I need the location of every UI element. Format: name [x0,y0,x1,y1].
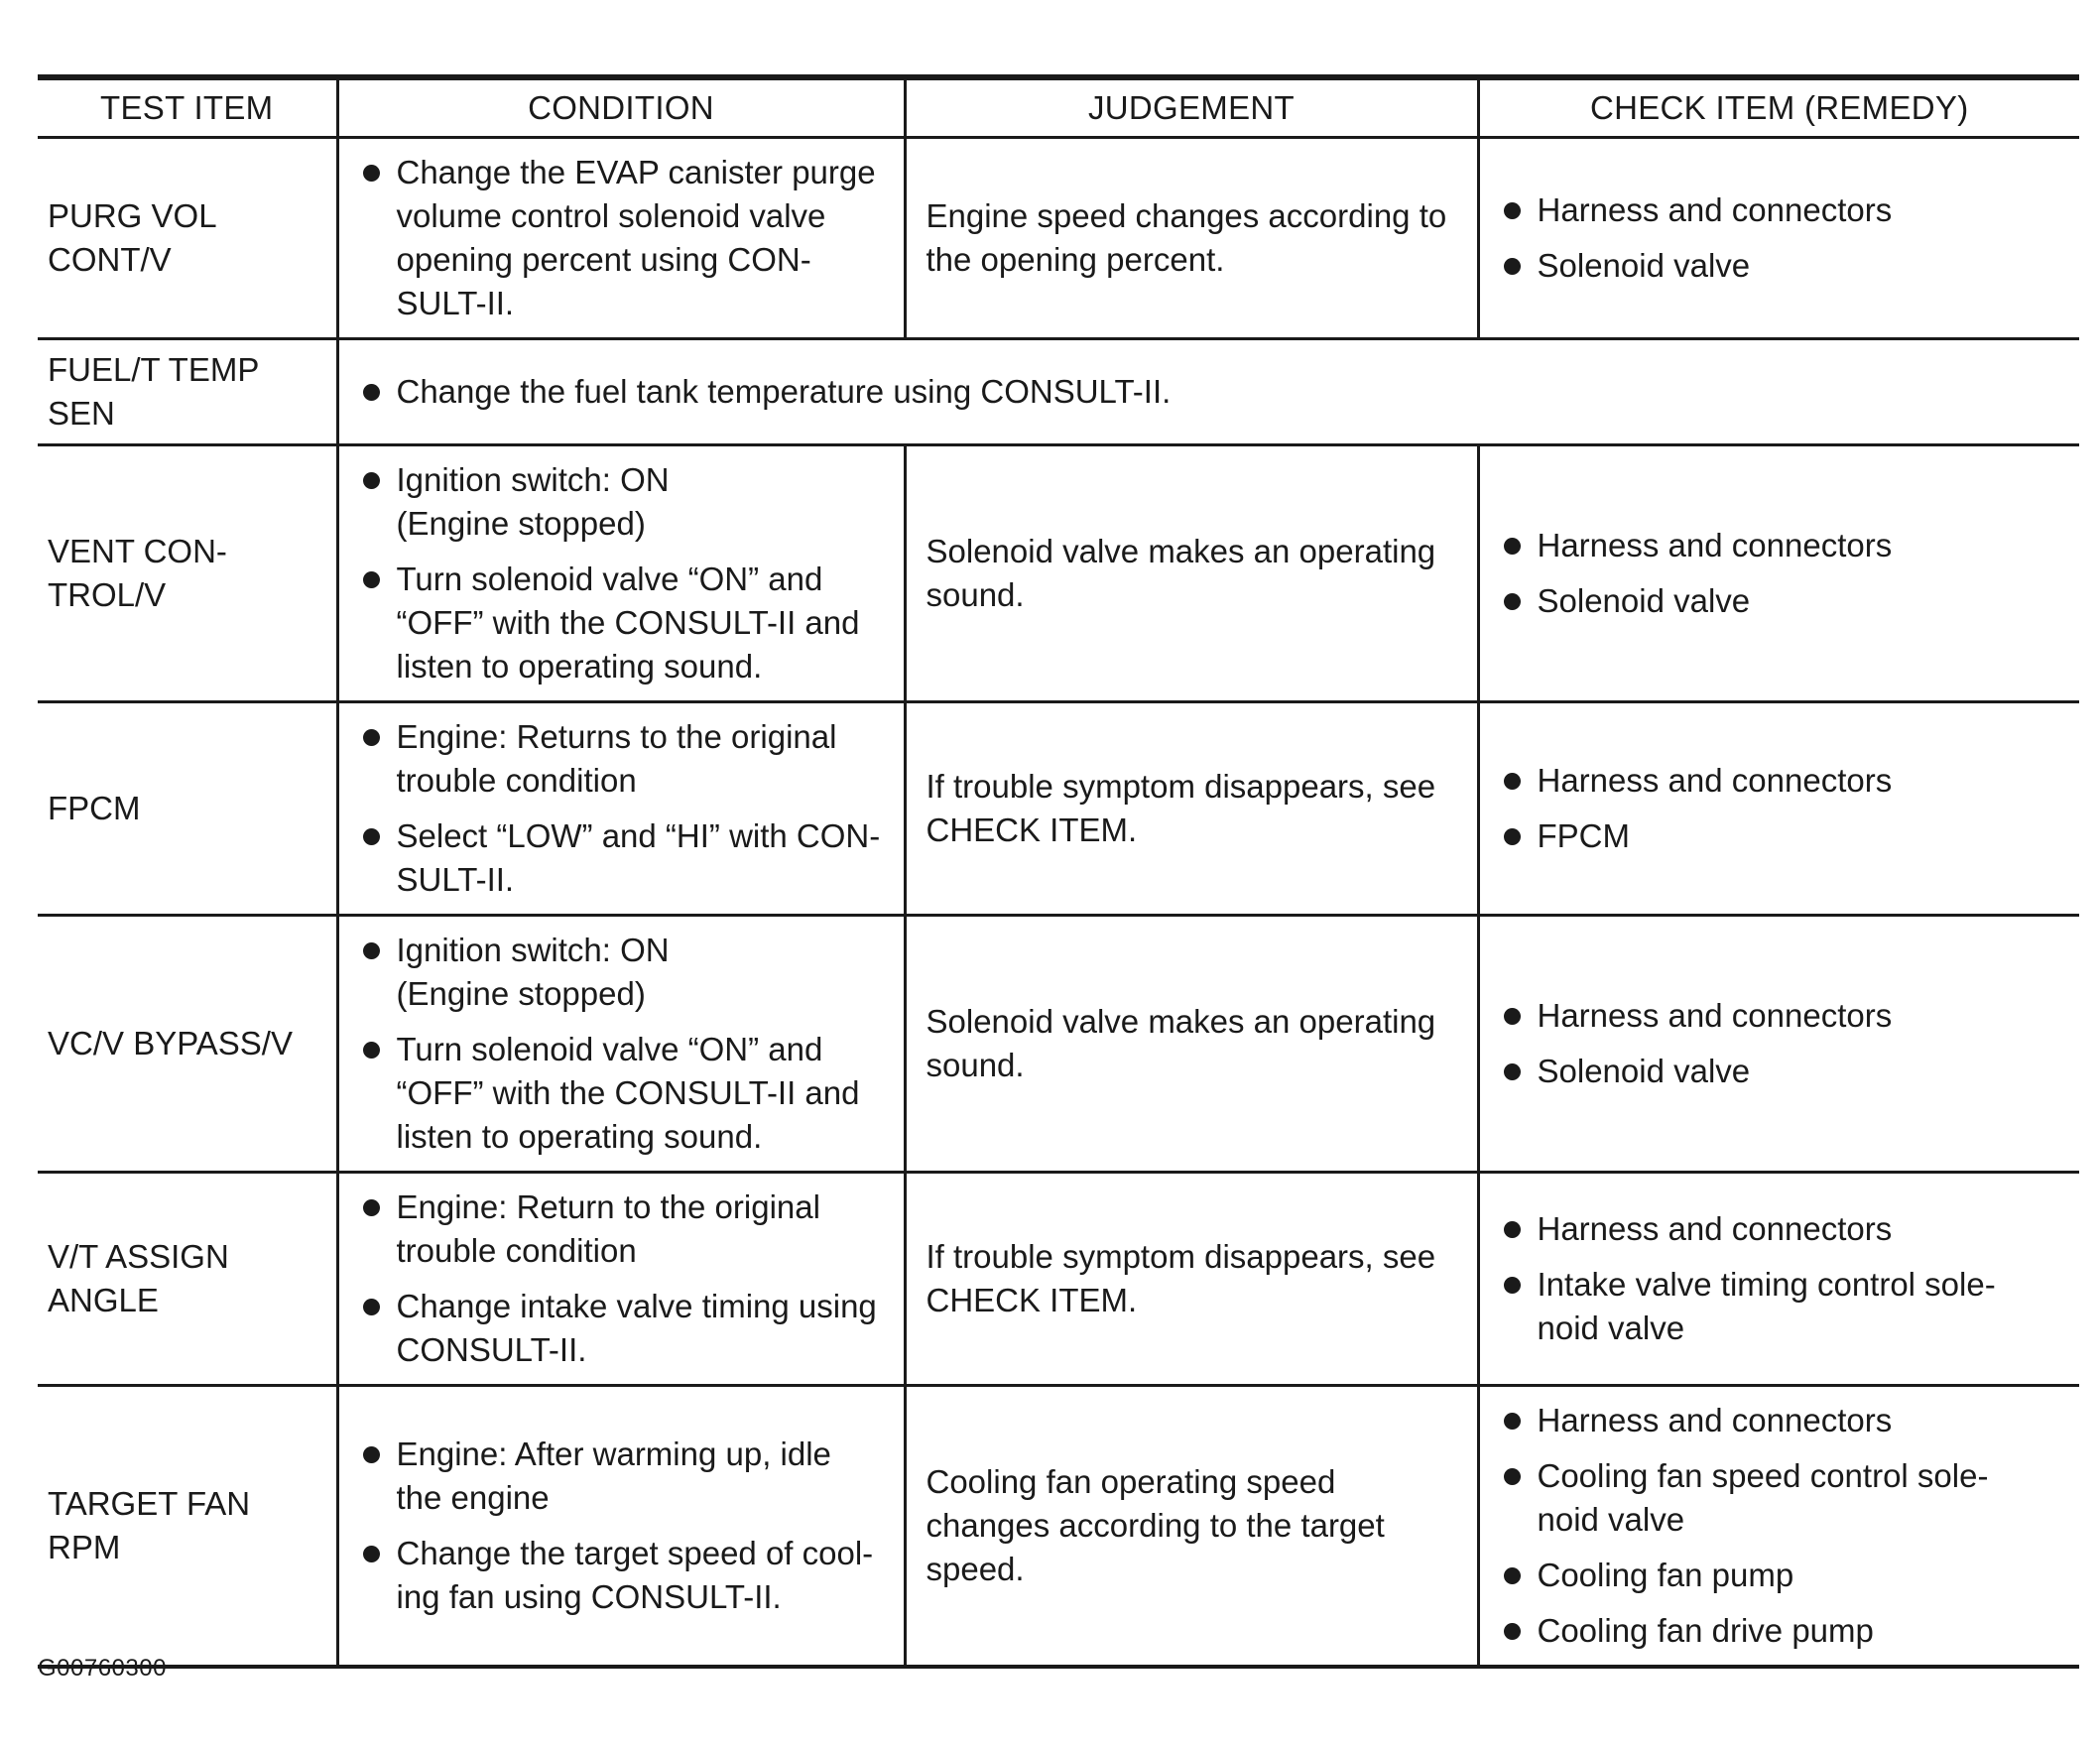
text-line: Harness and connectors [1537,761,1893,799]
condition-text [397,151,890,325]
test-item-cell [38,1385,337,1667]
text-line: SULT-II. [396,284,515,321]
check-item-text [1538,1454,2066,1542]
bullet-icon [1504,1008,1521,1025]
check-item-text [1538,759,2066,803]
bullet-icon [1504,1468,1521,1485]
table-row [38,338,2079,444]
condition-list-item [359,1433,890,1520]
text-line: “OFF” with the CONSULT-II and [396,603,860,641]
check-item-text [1538,1263,2066,1350]
text-line: PURG VOL [48,196,217,234]
text-line: Engine: Return to the original [396,1187,820,1225]
test-item-cell [38,338,337,444]
condition-list-item [359,151,890,325]
check-item-list-item [1500,814,2066,858]
check-item-list-item [1500,1263,2066,1350]
bullet-icon [1504,593,1521,610]
text-line: CHECK ITEM. [926,1281,1138,1318]
text-line: Change the EVAP canister purge [396,153,876,190]
bullet-icon [363,384,380,401]
bullet-icon [1504,828,1521,845]
condition-text [397,1028,890,1159]
text-line: listen to operating sound. [396,1117,763,1155]
check-item-cell [1478,444,2079,701]
bullet-icon [363,1199,380,1216]
condition-list-item [359,558,890,688]
text-line: Harness and connectors [1537,1209,1893,1247]
check-item-cell [1478,915,2079,1172]
condition-list [359,929,890,1159]
condition-cell [337,1385,905,1667]
text-line: VC/V BYPASS/V [48,1024,293,1061]
judgement-cell [905,444,1478,701]
text-line: trouble condition [396,761,637,799]
judgement-cell [905,1385,1478,1667]
test-item-cell [38,444,337,701]
bullet-icon [1504,1567,1521,1584]
bullet-icon [363,472,380,489]
condition-text [397,558,890,688]
bullet-icon [363,1299,380,1315]
check-item-list-item [1500,1399,2066,1442]
text-line: Cooling fan speed control sole- [1537,1456,1989,1494]
text-line: Intake valve timing control sole- [1537,1265,1996,1303]
check-item-cell [1478,1385,2079,1667]
test-item-table-sheet [38,74,2079,1669]
check-item-list-item [1500,994,2066,1038]
judgement-cell [905,1172,1478,1385]
table-row [38,444,2079,701]
text-line: sound. [926,575,1025,613]
condition-cell-full [337,338,2079,444]
condition-cell [337,444,905,701]
check-item-list-item [1500,1207,2066,1251]
condition-list-item [359,814,890,902]
text-line: changes according to the target [926,1506,1385,1544]
condition-list-item [359,929,890,1016]
text-line: noid valve [1537,1309,1685,1346]
check-item-list [1500,759,2066,858]
text-line: “OFF” with the CONSULT-II and [396,1073,860,1111]
condition-list-item [359,1532,890,1619]
check-item-list-item [1500,244,2066,288]
text-line: Cooling fan pump [1537,1556,1794,1593]
bullet-icon [1504,1063,1521,1080]
text-line: speed. [926,1550,1025,1587]
text-line: Change the target speed of cool- [396,1534,874,1571]
condition-text [397,814,890,902]
text-line: noid valve [1537,1500,1685,1538]
text-line: CHECK ITEM. [926,811,1138,848]
text-line: Harness and connectors [1537,190,1893,228]
judgement-cell [905,701,1478,915]
text-line: ANGLE [48,1281,159,1318]
text-line: CONT/V [48,240,172,278]
condition-text [397,929,890,1016]
text-line: listen to operating sound. [396,647,763,685]
header-check-item: CHECK ITEM (REMEDY) [1478,77,2079,137]
check-item-text [1538,244,2066,288]
condition-cell [337,137,905,338]
check-item-text [1538,994,2066,1038]
condition-text [397,1285,890,1372]
bullet-icon [1504,773,1521,790]
test-item-cell [38,1172,337,1385]
bullet-icon [1504,1623,1521,1640]
text-line: Ignition switch: ON [396,460,670,498]
condition-list [359,370,2066,414]
check-item-list-item [1500,759,2066,803]
text-line: opening percent using CON- [396,240,811,278]
check-item-list-item [1500,1609,2066,1653]
check-item-list-item [1500,1454,2066,1542]
check-item-list [1500,188,2066,288]
check-item-list-item [1500,1554,2066,1597]
header-condition: CONDITION [337,77,905,137]
condition-cell [337,915,905,1172]
text-line: If trouble symptom disappears, see [926,767,1436,805]
bullet-icon [363,942,380,959]
check-item-list-item [1500,524,2066,567]
condition-cell [337,1172,905,1385]
text-line: the engine [396,1478,550,1516]
text-line: Turn solenoid valve “ON” and [396,560,823,597]
condition-list-item [359,1285,890,1372]
text-line: Ignition switch: ON [396,931,670,968]
condition-list [359,1185,890,1372]
condition-list [359,151,890,325]
text-line: Solenoid valve makes an operating [926,532,1436,569]
bullet-icon [1504,202,1521,219]
figure-id: G00760300 [38,1655,167,1682]
text-line: Engine: Returns to the original [396,717,837,755]
bullet-icon [1504,1413,1521,1430]
text-line: SULT-II. [396,860,515,898]
condition-list-item [359,370,2066,414]
table-row [38,915,2079,1172]
bullet-icon [1504,258,1521,275]
table-row [38,701,2079,915]
header-test-item: TEST ITEM [38,77,337,137]
table-row [38,1172,2079,1385]
condition-list-item [359,1028,890,1159]
text-line: (Engine stopped) [396,974,646,1012]
text-line: SEN [48,394,115,432]
condition-text [397,1532,890,1619]
text-line: Harness and connectors [1537,996,1893,1034]
check-item-text [1538,524,2066,567]
active-test-table [38,74,2079,1669]
table-body [38,137,2079,1667]
check-item-list [1500,994,2066,1093]
text-line: Change the fuel tank temperature using CONSULT-II. [396,372,1172,410]
check-item-cell [1478,701,2079,915]
condition-list [359,715,890,902]
table-row [38,1385,2079,1667]
text-line: Harness and connectors [1537,1401,1893,1438]
text-line: Solenoid valve [1537,1052,1751,1089]
check-item-list-item [1500,579,2066,623]
condition-text [397,370,2066,414]
text-line: Change intake valve timing using [396,1287,877,1324]
text-line: FPCM [1537,816,1630,854]
text-line: CONSULT-II. [396,1330,587,1368]
check-item-text [1538,814,2066,858]
check-item-list [1500,524,2066,623]
bullet-icon [363,729,380,746]
check-item-list-item [1500,188,2066,232]
text-line: volume control solenoid valve [396,196,826,234]
text-line: Cooling fan operating speed [926,1462,1336,1500]
bullet-icon [1504,538,1521,555]
check-item-list-item [1500,1050,2066,1093]
condition-text [397,1433,890,1520]
condition-list-item [359,1185,890,1273]
text-line: If trouble symptom disappears, see [926,1237,1436,1275]
bullet-icon [1504,1277,1521,1294]
check-item-text [1538,1554,2066,1597]
text-line: VENT CON- [48,532,227,569]
bullet-icon [363,1446,380,1463]
test-item-cell [38,137,337,338]
text-line: Turn solenoid valve “ON” and [396,1030,823,1067]
condition-list [359,1433,890,1619]
bullet-icon [363,165,380,182]
condition-list-item [359,715,890,803]
text-line: Engine: After warming up, idle [396,1435,831,1472]
check-item-text [1538,1399,2066,1442]
text-line: Solenoid valve makes an operating [926,1002,1436,1040]
check-item-cell [1478,1172,2079,1385]
bullet-icon [363,571,380,588]
bullet-icon [1504,1221,1521,1238]
text-line: trouble condition [396,1231,637,1269]
bullet-icon [363,1042,380,1059]
test-item-cell [38,701,337,915]
check-item-text [1538,1609,2066,1653]
text-line: Cooling fan drive pump [1537,1611,1874,1649]
text-line: RPM [48,1528,121,1565]
text-line: V/T ASSIGN [48,1237,229,1275]
text-line: FUEL/T TEMP [48,350,260,388]
condition-cell [337,701,905,915]
condition-list-item [359,458,890,546]
text-line: ing fan using CONSULT-II. [396,1577,782,1615]
table-row [38,137,2079,338]
text-line: Select “LOW” and “HI” with CON- [396,816,881,854]
check-item-cell [1478,137,2079,338]
bullet-icon [363,828,380,845]
condition-text [397,1185,890,1273]
check-item-text [1538,579,2066,623]
check-item-text [1538,1050,2066,1093]
text-line: Engine speed changes according to [926,196,1447,234]
judgement-cell [905,915,1478,1172]
text-line: TARGET FAN [48,1484,251,1522]
check-item-list [1500,1399,2066,1653]
bullet-icon [363,1546,380,1562]
table-header-row [38,77,2079,137]
text-line: Harness and connectors [1537,526,1893,563]
condition-list [359,458,890,688]
text-line: TROL/V [48,575,167,613]
check-item-text [1538,188,2066,232]
test-item-cell [38,915,337,1172]
header-judgement: JUDGEMENT [905,77,1478,137]
text-line: Solenoid valve [1537,581,1751,619]
check-item-text [1538,1207,2066,1251]
condition-text [397,715,890,803]
text-line: the opening percent. [926,240,1225,278]
condition-text [397,458,890,546]
check-item-list [1500,1207,2066,1350]
text-line: Solenoid valve [1537,246,1751,284]
judgement-cell [905,137,1478,338]
text-line: sound. [926,1046,1025,1083]
text-line: (Engine stopped) [396,504,646,542]
text-line: FPCM [48,789,141,826]
